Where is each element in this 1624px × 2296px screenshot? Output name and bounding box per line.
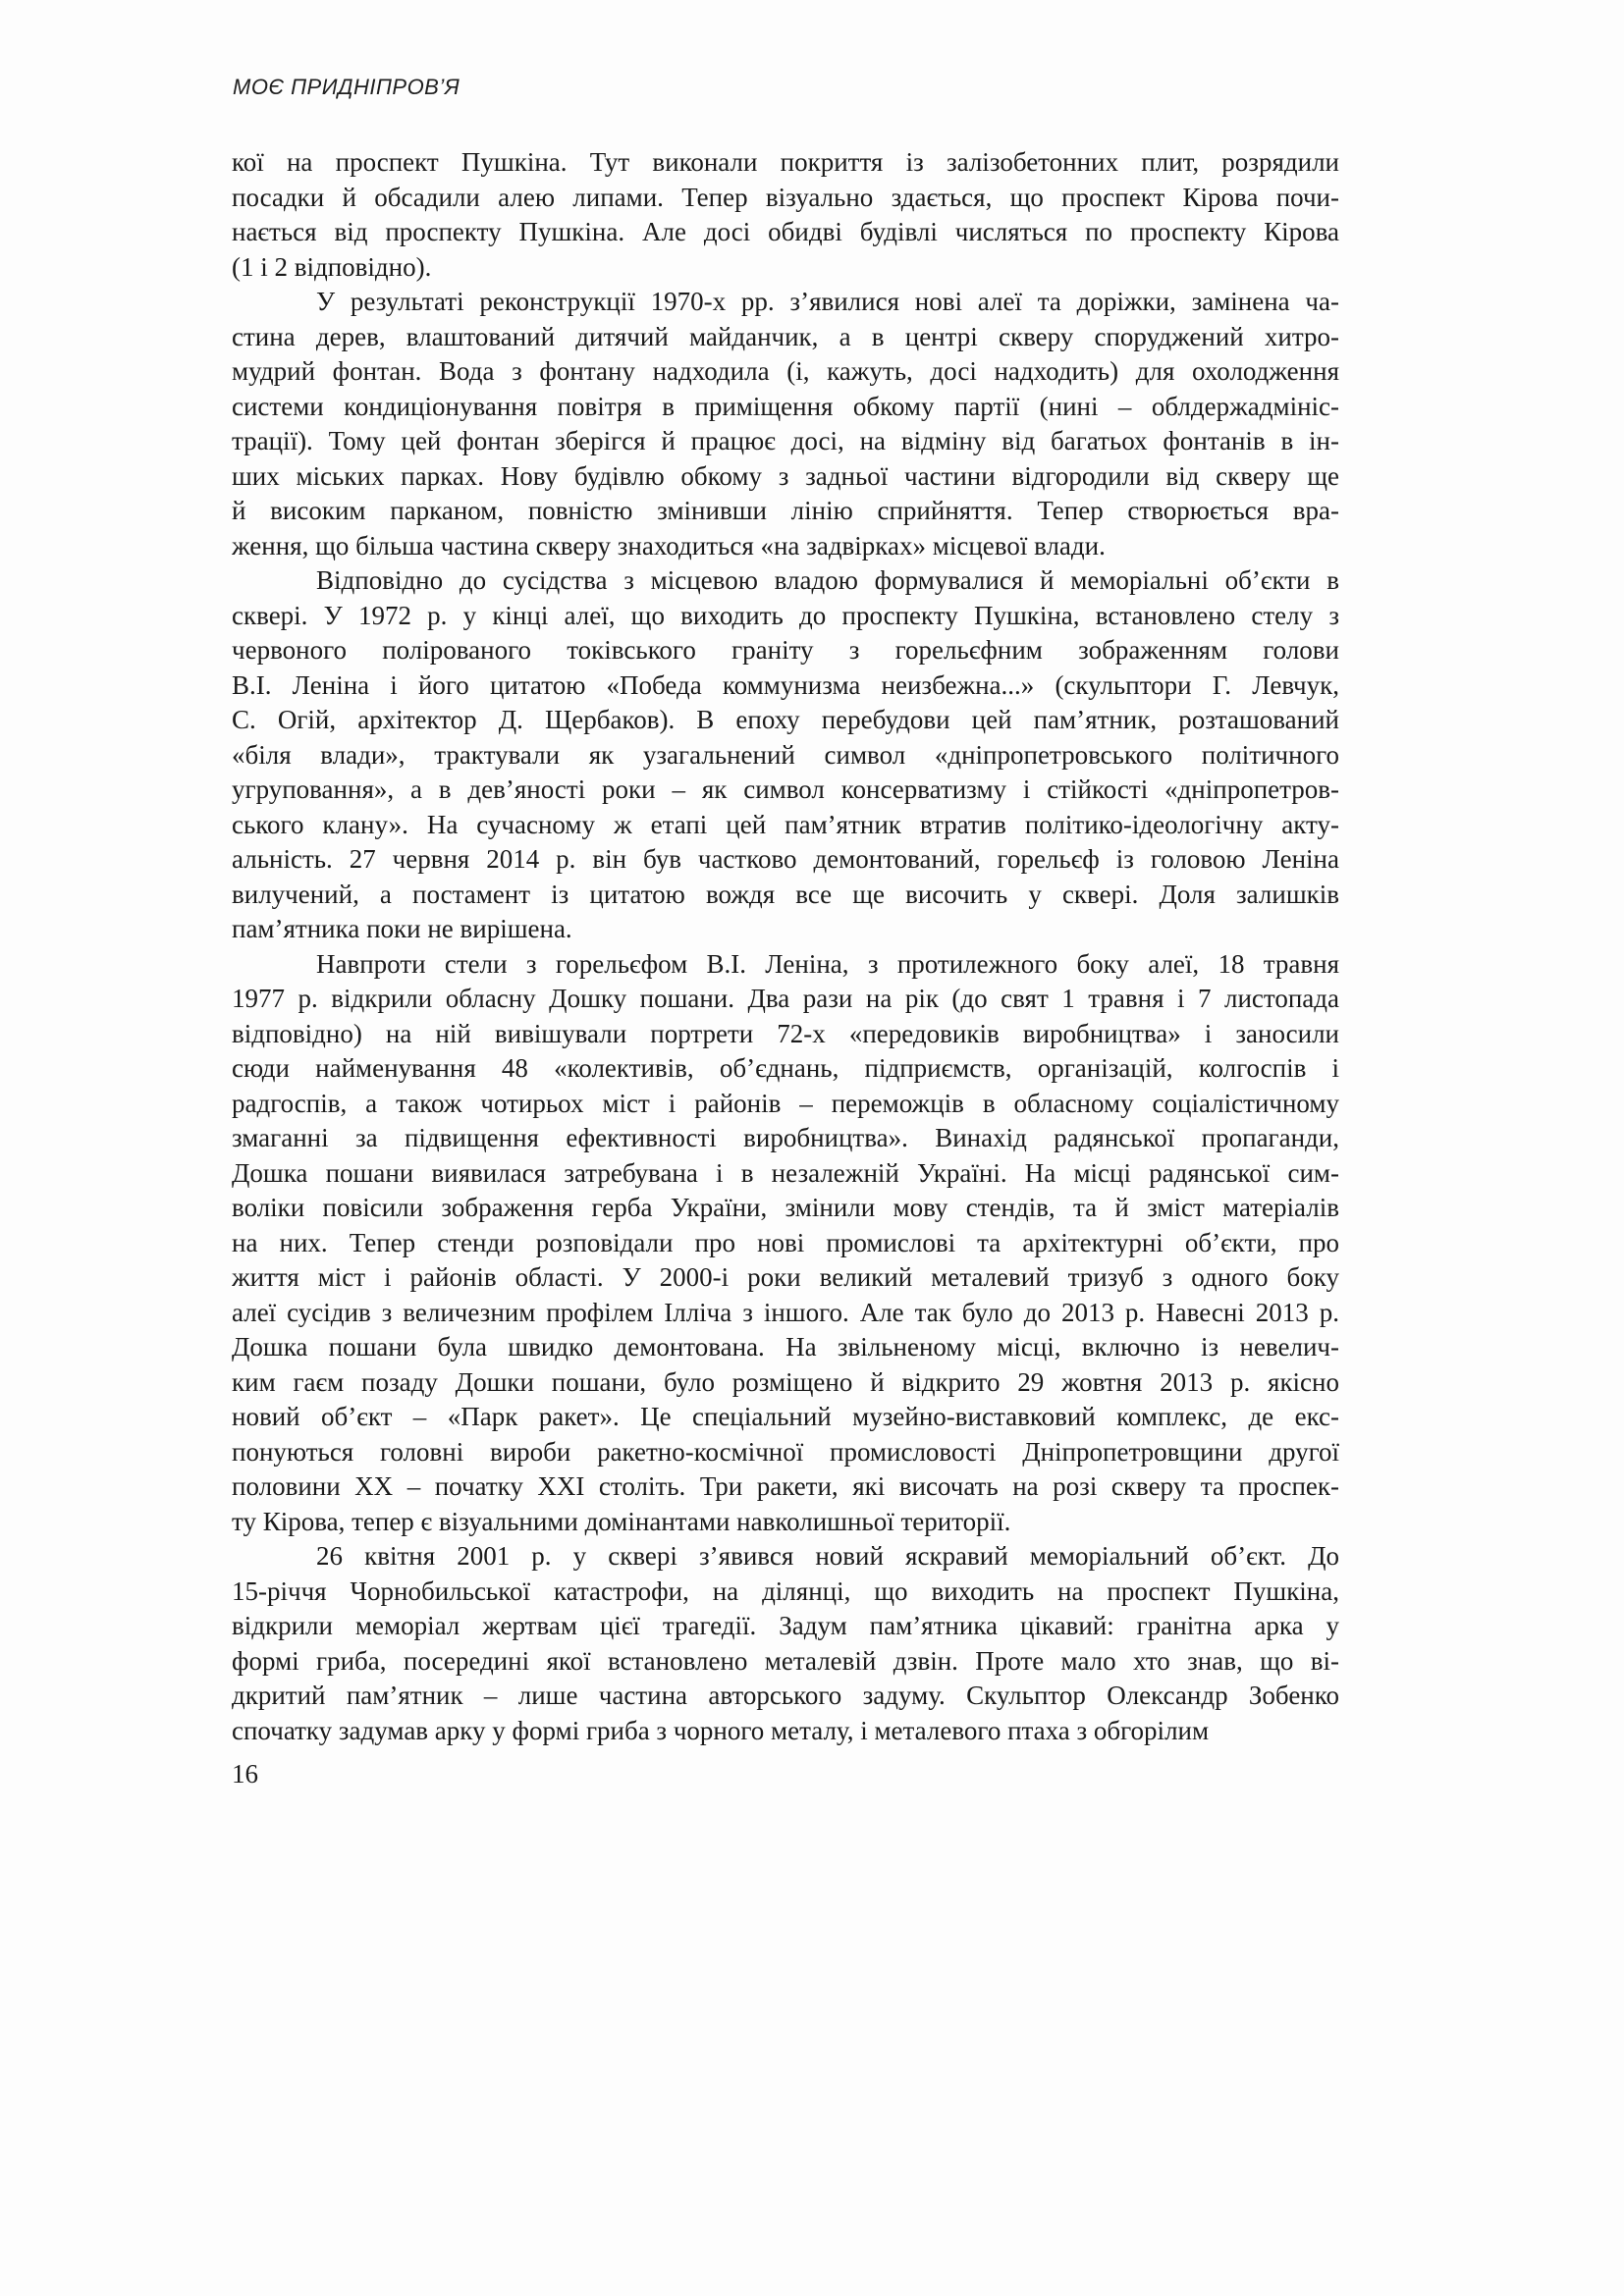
text-line: В.І. Леніна і його цитатою «Победа коммунизма неизбежна...» (скульптори Г. Левчук, [232, 669, 1339, 700]
text-line: на них. Тепер стенди розповідали про нові промислові та архітектурні об’єкти, про [232, 1227, 1339, 1257]
text-line: С. Огій, архітектор Д. Щербаков). В епоху перебудови цей пам’ятник, розташований [232, 705, 1339, 734]
body-text [232, 145, 1339, 1748]
text-line: червоного полірованого токівського граніту з горельєфним зображенням голови [232, 635, 1339, 665]
text-line: дкритий пам’ятник – лише частина авторського задуму. Скульптор Олександр Зобенко [232, 1681, 1339, 1710]
text-line: ського клану». На сучасному ж етапі цей пам’ятник втратив політико-ідеологічну акту- [232, 809, 1339, 839]
text-line: половини ХХ – початку ХХІ століть. Три ракети, які височать на розі скверу та проспек- [232, 1471, 1339, 1501]
text-line: спочатку задумав арку у формі гриба з чорного металу, і металевого птаха з обгорілим [232, 1715, 1210, 1745]
text-line: мудрий фонтан. Вода з фонтану надходила (і, кажуть, досі надходить) для охолодження [232, 356, 1339, 386]
text-line: й високим парканом, повністю змінивши лінію сприйняття. Тепер створюється вра- [232, 496, 1339, 525]
text-line: посадки й обсадили алею липами. Тепер візуально здається, що проспект Кірова почи- [232, 182, 1339, 212]
text-line: стина дерев, влаштований дитячий майданчик, а в центрі скверу споруджений хитро- [232, 321, 1339, 351]
text-line: «біля влади», трактували як узагальнений символ «дніпропетровського політичного [232, 739, 1339, 770]
text-line: воліки повісили зображення герба України, змінили мову стендів, та й зміст матеріалів [232, 1193, 1339, 1222]
text-line: 26 квітня 2001 р. у сквері з’явився новий яскравий меморіальний об’єкт. До [316, 1541, 1339, 1571]
text-line: трації). Тому цей фонтан зберігся й працює досі, на відміну від багатьох фонтанів в ін- [232, 426, 1339, 455]
text-line: Навпроти стели з горельєфом В.І. Леніна, з протилежного боку алеї, 18 травня [316, 948, 1339, 979]
text-line: ших міських парках. Нову будівлю обкому з задньої частини відгородили від скверу ще [232, 460, 1339, 491]
text-line: ження, що більша частина скверу знаходиться «на задвірках» місцевої влади. [232, 530, 1106, 561]
text-line: новий об’єкт – «Парк ракет». Це спеціальний музейно-виставковий комплекс, де екс- [232, 1402, 1339, 1431]
text-line: кої на проспект Пушкіна. Тут виконали покриття із залізобетонних плит, розрядили [232, 147, 1339, 177]
text-line: системи кондиціонування повітря в приміщення обкому партії (нині – облдержадмініс- [232, 391, 1339, 421]
text-line: алеї сусідив з величезним профілем Ілліча з іншого. Але так було до 2013 р. Навесні 2013 р. [232, 1297, 1339, 1327]
text-line: (1 і 2 відповідно). [232, 251, 432, 282]
page-number: 16 [232, 1759, 258, 1789]
text-line: формі гриба, посередині якої встановлено металевій дзвін. Проте мало хто знав, що ві- [232, 1645, 1339, 1676]
text-line: 1977 р. відкрили обласну Дошку пошани. Два рази на рік (до свят 1 травня і 7 листопада [232, 984, 1339, 1013]
text-line: понуються головні вироби ракетно-космічної промисловості Дніпропетровщини другої [232, 1436, 1339, 1467]
text-line: ту Кірова, тепер є візуальними домінантами навколишньої території. [232, 1506, 1011, 1536]
text-line: Дошка пошани була швидко демонтована. На звільненому місці, включно із невелич- [232, 1332, 1339, 1362]
text-line: 15-річчя Чорнобильської катастрофи, на ділянці, що виходить на проспект Пушкіна, [232, 1575, 1339, 1606]
text-line: нається від проспекту Пушкіна. Але досі обидві будівлі числяться по проспекту Кірова [232, 217, 1339, 246]
text-line: змаганні за підвищення ефективності виробництва». Винахід радянської пропаганди, [232, 1123, 1339, 1152]
text-line: альність. 27 червня 2014 р. він був частково демонтований, горельєф із головою Леніна [232, 844, 1339, 874]
text-line: Дошка пошани виявилася затребувана і в незалежній Україні. На місці радянської сим- [232, 1157, 1339, 1188]
text-line: вилучений, а постамент із цитатою вождя все ще височить у сквері. Доля залишків [232, 879, 1339, 909]
text-line: пам’ятника поки не вирішена. [232, 914, 572, 943]
text-line: Відповідно до сусідства з місцевою владою формувалися й меморіальні об’єкти в [316, 565, 1339, 595]
running-header: МОЄ ПРИДНІПРОВ’Я [233, 75, 460, 99]
text-line: відповідно) на ній вивішували портрети 72-х «передовиків виробництва» і заносили [232, 1018, 1339, 1048]
text-line: радгоспів, а також чотирьох міст і районів – переможців в обласному соціалістичному [232, 1088, 1339, 1118]
text-line: життя міст і районів області. У 2000-і роки великий металевий тризуб з одного боку [232, 1262, 1339, 1292]
text-line: сквері. У 1972 р. у кінці алеї, що виходить до проспекту Пушкіна, встановлено стелу з [232, 600, 1339, 630]
text-line: відкрили меморіал жертвам цієї трагедії. Задум пам’ятника цікавий: гранітна арка у [232, 1611, 1339, 1640]
text-line: У результаті реконструкції 1970-х рр. з’явилися нові алеї та доріжки, замінена ча- [316, 287, 1339, 316]
text-line: угруповання», а в дев’яності роки – як символ консерватизму і стійкості «дніпропетров- [232, 774, 1339, 804]
text-line: сюди найменування 48 «колективів, об’єднань, підприємств, організацій, колгоспів і [232, 1053, 1339, 1083]
text-line: ким гаєм позаду Дошки пошани, було розміщено й відкрито 29 жовтня 2013 р. якісно [232, 1366, 1339, 1397]
